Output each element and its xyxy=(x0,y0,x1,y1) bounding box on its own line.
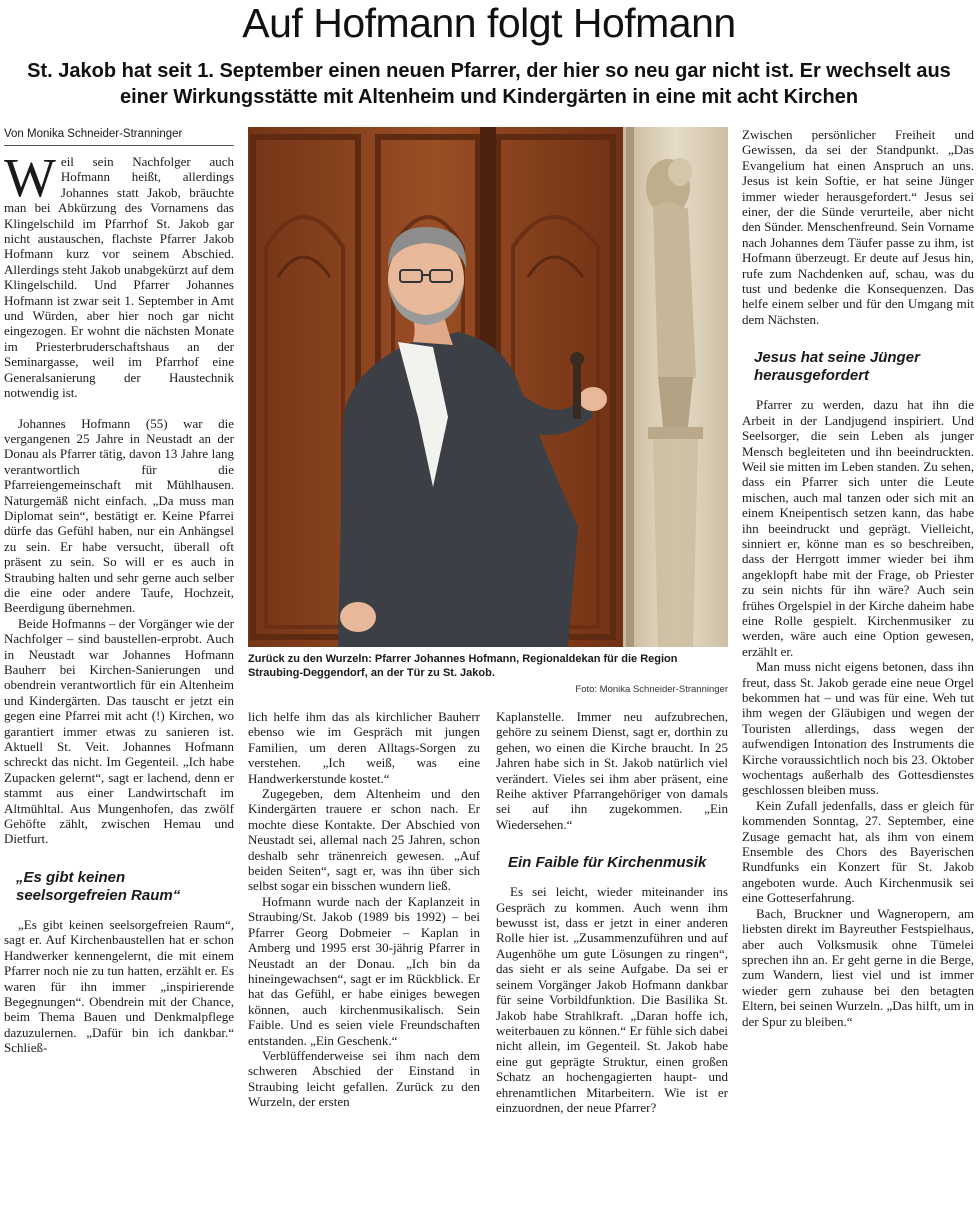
paragraph: Man muss nicht eigens betonen, dass ihn freut, dass St. Jakob gerade eine neue Orgel bekommen hat – und was für eine. Weh tut ihm wegen der Gläubigen und wegen der Touristen allerdings, dass wegen der aufwendigen Intonation des Instruments die Kirche voraussichtlich noch bis 23. Oktober wochentags außerhalb des Gottesdienstes geschlossen bleiben muss. xyxy=(742,659,974,798)
section-subtitle: Jesus hat seine Jünger herausgefordert xyxy=(754,349,920,385)
column-2 xyxy=(248,709,480,1212)
paragraph-intro-text: eil sein Nachfolger auch Hofmann heißt, allerdings Johannes statt Jakob, bräuchte man bei Abkürzung des Vornamens das Klingelschild im Pfarrhof St. Jakob gar nicht austauschen, flachste Pfarrer Jakob Hofmann kurz vor seinem Abschied. Allerdings steht Jakob unabgekürzt auf dem Klingelschild. Und Pfarrer Johannes Hofmann ist zwar seit 1. September in Amt und Würden, aber hier noch gar nicht eingezogen. Er wohnt die nächsten Monate im Priesterbruderschaftshaus an der Seminargasse, weil im Pfarrhof eine Generalsanierung der Haustechnik notwendig ist. xyxy=(4,154,234,401)
headline: Auf Hofmann folgt Hofmann xyxy=(242,0,736,46)
paragraph: Es sei leicht, wieder miteinander ins Gespräch zu kommen. Auch wenn ihm bewusst ist, dass er jetzt in einer anderen Rolle hier ist. „Zusammenzuführen und auf Augenhöhe um gute Lösungen zu ringen“, das sieht er als seine Aufgabe. Da sei er seinem Vorgänger Jakob Hofmann dankbar für seine Vorbildfunktion. Die Basilika St. Jakob habe Strahlkraft. „Daran hoffe ich, weiterbauen zu können.“ Er fühle sich dabei nicht allein, im Gegenteil. St. Jakob habe eine gut geprägte Struktur, einen großen Schatz an hochengagierten haupt- und ehrenamtlichen Mitarbeitern. Wie ist er einzuordnen, der neue Pfarrer? xyxy=(496,884,728,1115)
byline: Von Monika Schneider-Stranninger xyxy=(4,127,234,146)
section-subtitle: „Es gibt keinen seelsorgefreien Raum“ xyxy=(16,868,181,904)
photo-caption: Zurück zu den Wurzeln: Pfarrer Johannes Hofmann, Regionaldekan für die Region Straubing-Deggendorf, an der Tür zu St. Jakob. xyxy=(248,653,678,679)
paragraph: Zwischen persönlicher Freiheit und Gewissen, da sei der Standpunkt. „Das Evangelium hat einen Anspruch an uns. Jesus ist kein Softie, er hat seine Jünger immer wieder herausgefordert.“ Jesus sei einer, der die Sünde verurteile, aber nicht den Sünder. Menschenfreund. Sein Vorname nach Johannes dem Täufer passe zu ihm, ist Hofmann überzeugt. Er deute auf Jesus hin, rufe zum Nachdenken auf, schau, was du tust und bedenke die Konsequenzen. Das helfe einem selber und für den Umgang mit dem Nächsten. xyxy=(742,127,974,327)
paragraph: Bach, Bruckner und Wagneropern, am liebsten direkt im Bayreuther Festspielhaus, aber auch Volksmusik ohne Tümelei sprechen ihn an. Er geht gerne in die Berge, zum Wandern, liest viel und ist immer wieder gern zuhause bei den betagten Eltern, bei seinen Wurzeln. „Das hilft, um in der Spur zu bleiben.“ xyxy=(742,905,974,1029)
column-4 xyxy=(742,127,974,1212)
paragraph: lich helfe ihm das als kirchlicher Bauherr ebenso wie im Gespräch mit jungen Familien, um deren Alltags-Sorgen zu verstehen. „Ich weiß, was eine Handwerkerstunde kostet.“ xyxy=(248,709,480,786)
paragraph: Zugegeben, dem Altenheim und den Kindergärten trauere er schon nach. Er mochte diese Kontakte. Der Abschied von Neustadt sei, allemal nach 25 Jahren, schon deshalb sehr tränenreich gewesen. „Auf beiden Seiten“, sagt er, was ihn über sich selbst sogar ein bisschen wundern ließ. xyxy=(248,786,480,894)
paragraph: Kein Zufall jedenfalls, dass er gleich für kommenden Sonntag, 27. September, eine Zusage gemacht hat, als ihm von einem Ensemble des Chors des Bayerischen Rundfunks ein Konzert für St. Jakob angeboten wurde. Auch Kirchenmusik sei eine Gotteserfahrung. xyxy=(742,797,974,906)
paragraph: „Es gibt keinen seelsorgefreien Raum“, sagt er. Auf Kirchenbaustellen hat er schon Handwerker kennengelernt, die mit einem Pfarrer noch nie zu tun hatten, erzählt er. Es waren für ihn immer „inspirierende Begegnungen“. Obendrein mit der Chance, beim Thema Bauen und Denkmalpflege dazuzulernen. „Dafür bin ich dankbar.“ Schließ- xyxy=(4,916,234,1056)
column-1 xyxy=(4,127,234,1212)
paragraph: Verblüffenderweise sei ihm nach dem schweren Abschied der Einstand in Straubing leicht gefallen. Zurück zu den Wurzeln, der ersten xyxy=(248,1047,480,1110)
paragraph: Beide Hofmanns – der Vorgänger wie der Nachfolger – sind baustellen-erprobt. Auch in Neustadt war Johannes Hofmann Bauherr bei Kirchen-Sanierungen und obendrein verantwortlich für ein Altenheim und Kindergärten. Das tauscht er jetzt ein gegen eine Pfarrei mit acht (!) Kirchen, wo garantiert immer etwas zu sanieren ist. Aktuell St. Veit. Johannes Hofmann schreckt das nicht. Im Gegenteil. „Ich habe Zupacken gelernt“, sagt er lachend, denn er stammt aus einer Landwirtschaft im Altmühltal. Aus Mungenhofen, das zwölf Gehöfte zählt, zwischen Hemau und Dietfurt. xyxy=(4,615,234,847)
subheadline: St. Jakob hat seit 1. September einen neuen Pfarrer, der hier so neu gar nicht ist. Er wechselt aus einer Wirkungsstätte mit Altenheim und Kindergärten in eine mit acht Kirchen xyxy=(27,60,951,108)
paragraph: Hofmann wurde nach der Kaplanzeit in Straubing/St. Jakob (1989 bis 1992) – bei Pfarrer Georg Dobmeier – Kaplan in Amberg und 1995 erst 30-jährig Pfarrer in Neustadt an der Donau. „Ich bin da hineingewachsen“, sagt er im Rückblick. Er hat das Gefühl, er habe einiges bewegen können, auch kirchenmusikalisch. Sein Faible. Und es seien viele Freundschaften entstanden. „Ein Geschenk.“ xyxy=(248,893,480,1048)
section-subtitle: Ein Faible für Kirchenmusik xyxy=(508,854,707,872)
article-photo xyxy=(248,127,728,647)
drop-cap: W xyxy=(4,147,56,208)
paragraph: Pfarrer zu werden, dazu hat ihn die Arbeit in der Landjugend inspiriert. Und Seelsorger, die sein Leben als junger Mensch begleiteten und ihn beeindruckten. Weil sie mitten im Leben standen. Zu sehen, dass ein Pfarrer sich unter die Leute mischen, auch mal tanzen oder sich mit an einem Kneipentisch setzen kann, das habe ihn beeindruckt und geprägt. Vielleicht, sinniert er, könne man es so beschreiben, dass der Herrgott immer wieder bei ihm angeklopft habe mit der Frage, ob Priester zu sein nichts für ihn wäre? Auch sein frühes Orgelspiel in der Kirche daheim habe eine Rolle gespielt. Kirchenmusiker zu werden, wäre auch eine Option gewesen, erzählt er. xyxy=(742,397,974,659)
paragraph-intro xyxy=(4,147,234,401)
paragraph: Kaplanstelle. Immer neu aufzubrechen, gehöre zu seinem Dienst, sagt er, dorthin zu gehen, wo einen die Kirche braucht. In 25 Jahren habe sich in St. Jakob natürlich viel verändert. Vieles sei ihm aber präsent, eine Reihe aktiver Pfarrangehöriger von damals sei auf ihn zugekommen. „Ein Wiedersehen.“ xyxy=(496,709,728,832)
photo-credit: Foto: Monika Schneider-Stranninger xyxy=(575,684,728,695)
column-3 xyxy=(496,709,728,1212)
paragraph: Johannes Hofmann (55) war die vergangenen 25 Jahre in Neustadt an der Donau als Pfarrer tätig, davon 13 Jahre lang verantwortlich für die Pfarreiengemeinschaft mit Mühlhausen. Naturgemäß nicht einfach. „Da muss man Diplomat sein“, bestätigt er. Keine Pfarrei dürfe das Gefühl haben, nur ein Anhängsel zu sein. Er habe versucht, überall oft präsent zu sein. So will er es auch in Straubing halten und sehr gerne auch selber die eine oder andere Taufe, Hochzeit, Beerdigung übernehmen. xyxy=(4,415,234,616)
